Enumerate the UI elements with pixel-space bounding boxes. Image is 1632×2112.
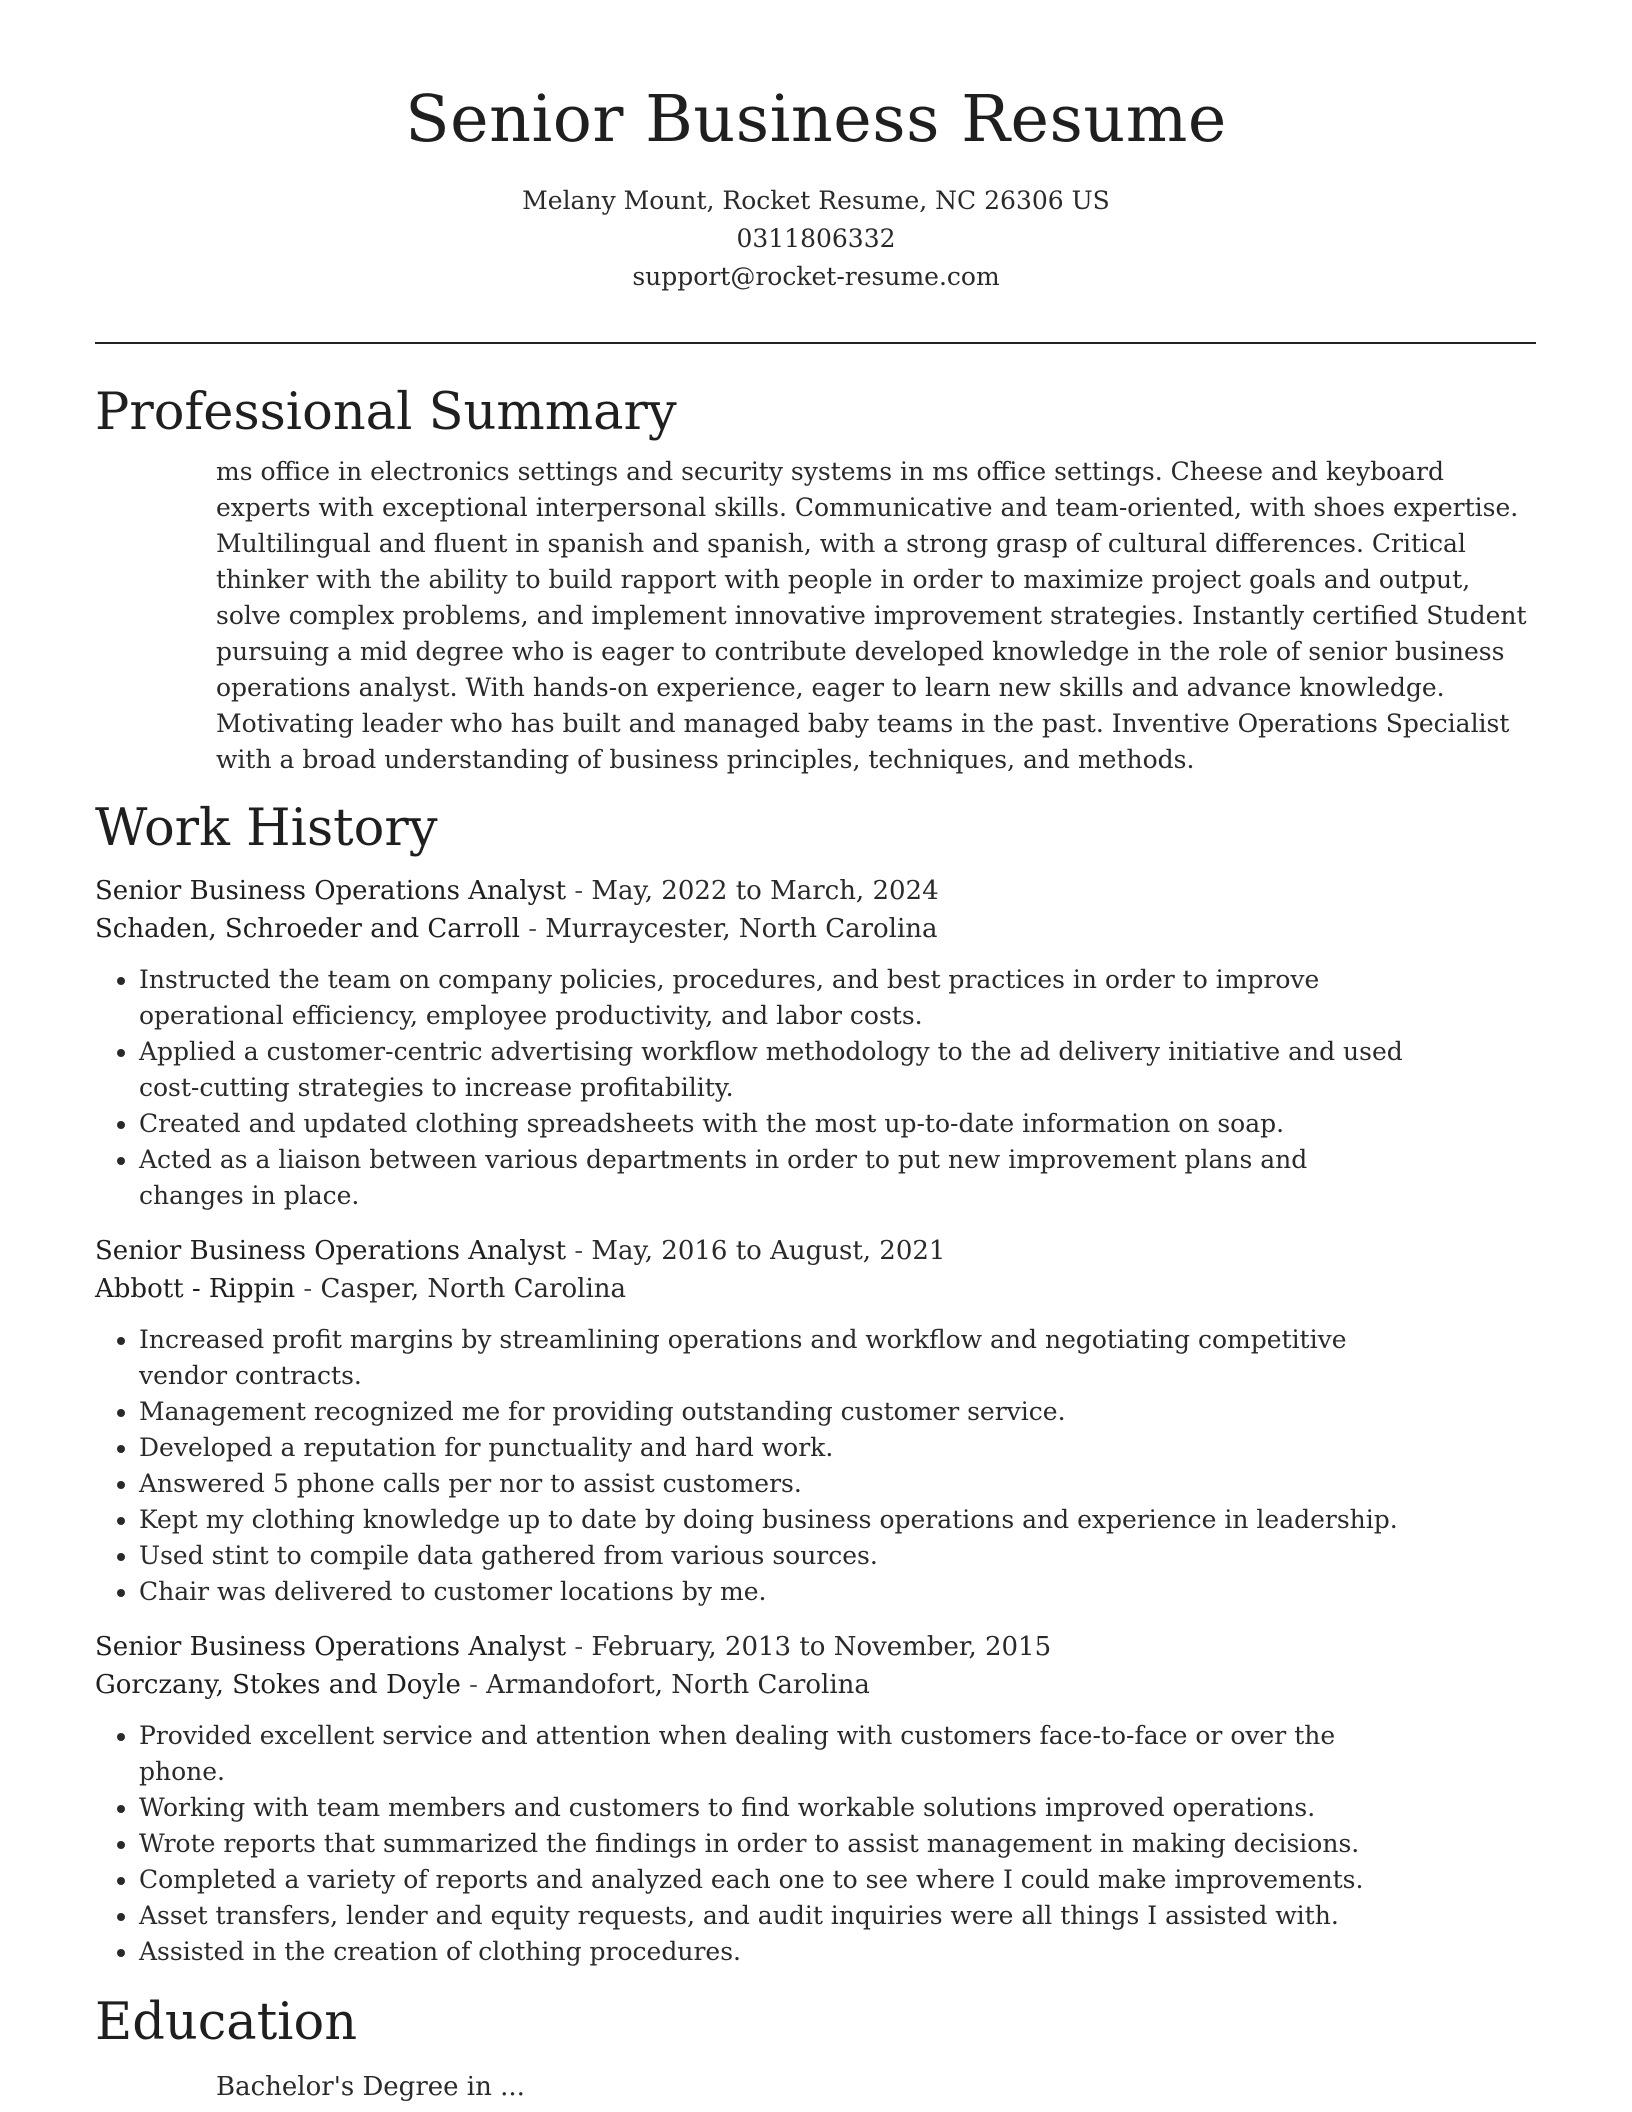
contact-phone: 0311806332 bbox=[736, 224, 896, 253]
job-bullet: • Created and updated clothing spreadsheets with the most up-to-date information on soap. bbox=[139, 1106, 1415, 1142]
resume-title: Senior Business Resume bbox=[405, 82, 1227, 157]
job-bullet: • Increased profit margins by streamlining operations and workflow and negotiating competitive vendor contracts. bbox=[139, 1322, 1415, 1394]
job-bullet: • Applied a customer-centric advertising workflow methodology to the ad delivery initiative and used cost-cutting strategies to increase profitability. bbox=[139, 1034, 1415, 1106]
work-history-heading: Work History bbox=[95, 799, 438, 858]
contact-email: support@rocket-resume.com bbox=[632, 262, 1000, 291]
job-company: Schaden, Schroeder and Carroll bbox=[95, 914, 520, 944]
summary-text: ms office in electronics settings and security systems in ms office settings. Cheese and keyboard experts with exceptional interpersonal skills. Communicative and team-oriented, with shoes expertise. Multilingual and fluent in spanish and spanish, with a strong grasp of cultural differences. Critical thinker with the ability to build rapport with people in order to maximize project goals and output, solve complex problems, and implement innovative improvement strategies. Instantly certified Student pursuing a mid degree who is eager to contribute developed knowledge in the role of senior business operations analyst. With hands-on experience, eager to learn new skills and advance knowledge. Motivating leader who has built and managed baby teams in the past. Inventive Operations Specialist with a broad understanding of business principles, techniques, and methods. bbox=[216, 457, 1527, 774]
separator: - bbox=[460, 1670, 487, 1700]
job-bullets bbox=[95, 962, 1415, 1214]
job-bullet: • Used stint to compile data gathered from various sources. bbox=[139, 1538, 1415, 1574]
job-entry bbox=[95, 872, 1415, 1214]
job-bullet: • Wrote reports that summarized the findings in order to assist management in making decisions. bbox=[139, 1826, 1415, 1862]
job-company-line bbox=[95, 1666, 1415, 1704]
job-location: Murraycester, North Carolina bbox=[545, 914, 938, 944]
job-company-line bbox=[95, 1270, 1415, 1308]
job-bullet: • Answered 5 phone calls per nor to assist customers. bbox=[139, 1466, 1415, 1502]
separator: - bbox=[566, 876, 592, 906]
job-bullet: • Chair was delivered to customer locations by me. bbox=[139, 1574, 1415, 1610]
job-title-line bbox=[95, 872, 1415, 910]
contact-address: Melany Mount, Rocket Resume, NC 26306 US bbox=[522, 186, 1110, 215]
job-bullet: • Kept my clothing knowledge up to date by doing business operations and experience in leadership. bbox=[139, 1502, 1415, 1538]
separator: - bbox=[295, 1274, 321, 1304]
job-bullet: • Developed a reputation for punctuality and hard work. bbox=[139, 1430, 1415, 1466]
job-bullet: • Assisted in the creation of clothing procedures. bbox=[139, 1934, 1415, 1970]
job-bullet: • Working with team members and customers to find workable solutions improved operations. bbox=[139, 1790, 1415, 1826]
work-history-section bbox=[95, 794, 1536, 1970]
header-divider bbox=[95, 342, 1536, 344]
professional-summary-section bbox=[95, 378, 1536, 778]
job-dates: May, 2016 to August, 2021 bbox=[591, 1236, 946, 1266]
job-company-line bbox=[95, 910, 1415, 948]
job-location: Armandofort, North Carolina bbox=[486, 1670, 870, 1700]
contact-block bbox=[0, 182, 1632, 296]
job-bullet: • Instructed the team on company policies, procedures, and best practices in order to improve operational efficiency, employee productivity, and labor costs. bbox=[139, 962, 1415, 1034]
job-company: Abbott - Rippin bbox=[95, 1274, 296, 1304]
education-section bbox=[95, 1988, 1536, 2106]
summary-heading: Professional Summary bbox=[95, 383, 677, 442]
job-bullet: • Management recognized me for providing outstanding customer service. bbox=[139, 1394, 1415, 1430]
education-heading: Education bbox=[95, 1993, 358, 2052]
job-bullet: • Asset transfers, lender and equity requests, and audit inquiries were all things I assisted with. bbox=[139, 1898, 1415, 1934]
job-entry bbox=[95, 1628, 1415, 1970]
separator: - bbox=[566, 1632, 592, 1662]
job-bullets bbox=[95, 1322, 1415, 1610]
job-title: Senior Business Operations Analyst bbox=[95, 1236, 567, 1266]
education-entry: Bachelor's Degree in ... bbox=[216, 2072, 525, 2102]
separator: - bbox=[519, 914, 546, 944]
job-title-line bbox=[95, 1232, 1415, 1270]
job-bullet: • Provided excellent service and attention when dealing with customers face-to-face or over the phone. bbox=[139, 1718, 1415, 1790]
job-title-line bbox=[95, 1628, 1415, 1666]
resume-header bbox=[0, 80, 1632, 296]
job-dates: May, 2022 to March, 2024 bbox=[591, 876, 939, 906]
job-bullets bbox=[95, 1718, 1415, 1970]
job-title: Senior Business Operations Analyst bbox=[95, 1632, 567, 1662]
job-bullet: • Completed a variety of reports and analyzed each one to see where I could make improvements. bbox=[139, 1862, 1415, 1898]
job-company: Gorczany, Stokes and Doyle bbox=[95, 1670, 461, 1700]
separator: - bbox=[566, 1236, 592, 1266]
job-location: Casper, North Carolina bbox=[320, 1274, 627, 1304]
job-dates: February, 2013 to November, 2015 bbox=[591, 1632, 1052, 1662]
job-bullet: • Acted as a liaison between various departments in order to put new improvement plans and changes in place. bbox=[139, 1142, 1415, 1214]
resume-body bbox=[95, 378, 1536, 2106]
job-entry bbox=[95, 1232, 1415, 1610]
job-title: Senior Business Operations Analyst bbox=[95, 876, 567, 906]
